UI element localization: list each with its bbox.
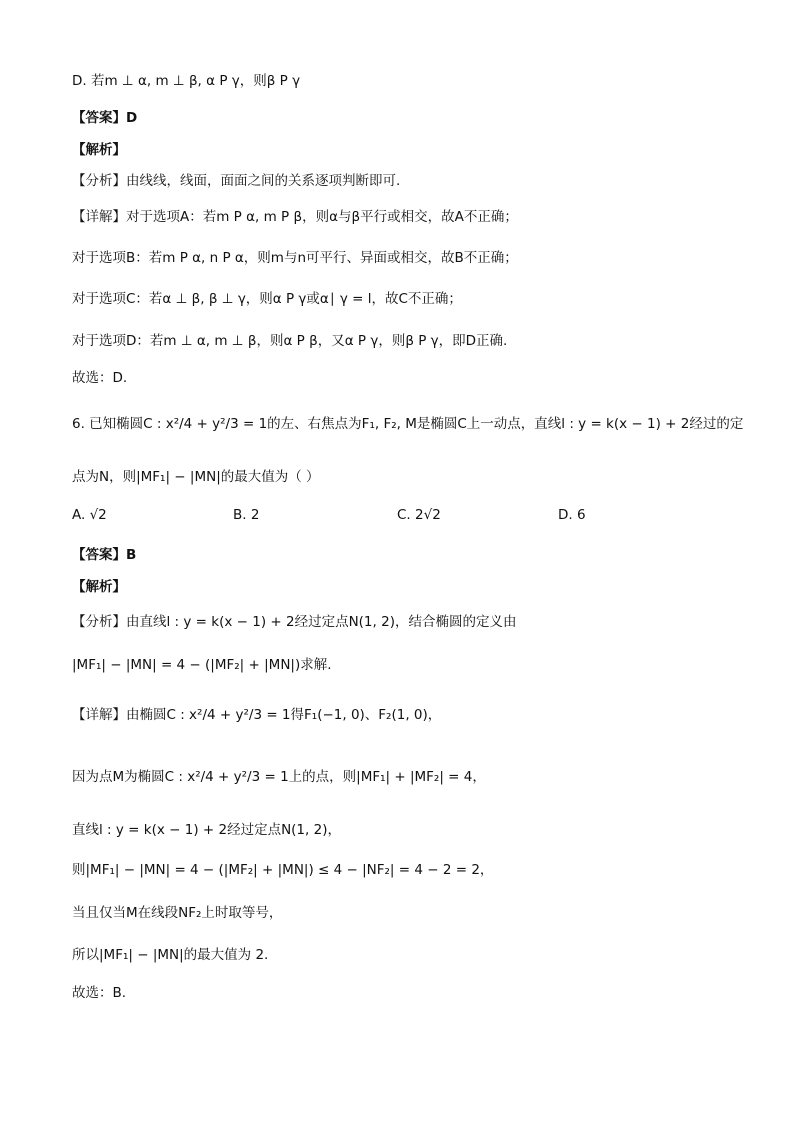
q6-step2: 因为点M为椭圆C : x²/4 + y²/3 = 1上的点，则|MF₁| + |MF₂| = 4， xyxy=(72,769,486,785)
q5-analysis-label: 【解析】 xyxy=(72,142,126,158)
q6-step1: 【详解】由椭圆C : x²/4 + y²/3 = 1得F₁(−1, 0)、F₂(1, 0)， xyxy=(72,707,442,723)
q6-choice-b: B. 2 xyxy=(233,507,260,523)
q6-step4: 则|MF₁| − |MN| = 4 − (|MF₂| + |MN|) ≤ 4 − |NF₂| = 4 − 2 = 2， xyxy=(72,862,494,878)
q5-fenxi: 【分析】由线线，线面，面面之间的关系逐项判断即可. xyxy=(72,173,401,189)
q6-stem-line1: 6. 已知椭圆C : x²/4 + y²/3 = 1的左、右焦点为F₁, F₂, M是椭圆C上一动点，直线l : y = k(x − 1) + 2经过的定 xyxy=(72,416,744,432)
q6-fenxi-line2: |MF₁| − |MN| = 4 − (|MF₂| + |MN|)求解. xyxy=(72,657,332,673)
q6-choice-d: D. 6 xyxy=(558,507,586,523)
q6-choice-a: A. √2 xyxy=(72,507,107,523)
q6-stem-line2: 点为N，则|MF₁| − |MN|的最大值为（ ） xyxy=(72,469,320,485)
q5-answer: 【答案】D xyxy=(72,110,138,126)
q6-step5: 当且仅当M在线段NF₂上时取等号， xyxy=(72,905,283,921)
q6-step6: 所以|MF₁| − |MN|的最大值为 2. xyxy=(72,947,269,963)
q6-step3: 直线l : y = k(x − 1) + 2经过定点N(1, 2)， xyxy=(72,822,341,838)
q5-option-c-analysis: 对于选项C：若α ⊥ β, β ⊥ γ，则α P γ或α∣ γ = l，故C不正确； xyxy=(72,291,462,307)
q6-analysis-label: 【解析】 xyxy=(72,579,126,595)
q5-conclusion: 故选：D. xyxy=(72,370,128,386)
q6-answer: 【答案】B xyxy=(72,547,137,563)
q5-xiangjie-option-a: 【详解】对于选项A：若m P α, m P β，则α与β平行或相交，故A不正确； xyxy=(72,209,518,225)
q5-option-b-analysis: 对于选项B：若m P α, n P α，则m与n可平行、异面或相交，故B不正确； xyxy=(72,250,518,266)
q6-fenxi-line1: 【分析】由直线l : y = k(x − 1) + 2经过定点N(1, 2)，结合椭圆的定义由 xyxy=(72,614,517,630)
q6-choice-c: C. 2√2 xyxy=(397,507,441,523)
q6-conclusion: 故选：B. xyxy=(72,985,127,1001)
q5-option-d-analysis: 对于选项D：若m ⊥ α, m ⊥ β，则α P β，又α P γ，则β P γ，即D正确. xyxy=(72,333,508,349)
q5-option-d-statement: D. 若m ⊥ α, m ⊥ β, α P γ，则β P γ xyxy=(72,73,301,89)
